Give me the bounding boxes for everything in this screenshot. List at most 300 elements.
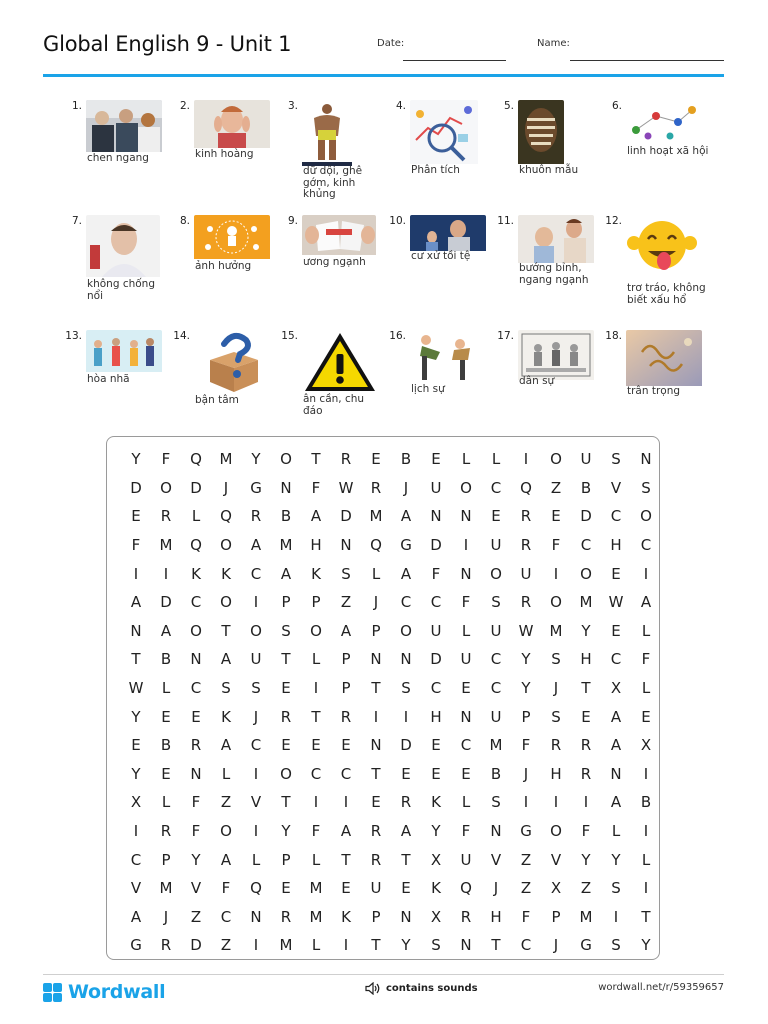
grid-letter[interactable]: C: [490, 478, 502, 497]
grid-letter[interactable]: O: [280, 450, 292, 469]
grid-letter[interactable]: B: [160, 650, 172, 669]
grid-letter[interactable]: E: [161, 764, 171, 783]
grid-letter[interactable]: R: [550, 736, 562, 755]
grid-letter[interactable]: M: [309, 907, 323, 926]
grid-letter[interactable]: E: [641, 707, 651, 726]
grid-letter[interactable]: T: [371, 936, 381, 955]
grid-letter[interactable]: Y: [191, 850, 201, 869]
grid-letter[interactable]: J: [373, 593, 379, 612]
grid-letter[interactable]: L: [311, 850, 321, 869]
grid-letter[interactable]: F: [461, 593, 471, 612]
grid-letter[interactable]: E: [341, 736, 351, 755]
grid-letter[interactable]: I: [643, 822, 649, 841]
grid-letter[interactable]: T: [401, 850, 411, 869]
grid-letter[interactable]: R: [160, 936, 172, 955]
grid-letter[interactable]: J: [553, 679, 559, 698]
grid-letter[interactable]: M: [159, 536, 173, 555]
grid-letter[interactable]: N: [430, 507, 442, 526]
grid-letter[interactable]: O: [220, 822, 232, 841]
grid-letter[interactable]: R: [250, 507, 262, 526]
grid-letter[interactable]: Y: [611, 850, 621, 869]
grid-letter[interactable]: U: [490, 621, 502, 640]
grid-letter[interactable]: L: [371, 564, 381, 583]
grid-letter[interactable]: K: [431, 879, 441, 898]
grid-letter[interactable]: C: [250, 564, 262, 583]
grid-letter[interactable]: E: [371, 450, 381, 469]
grid-letter[interactable]: D: [430, 536, 442, 555]
grid-letter[interactable]: C: [340, 764, 352, 783]
grid-letter[interactable]: F: [581, 822, 591, 841]
grid-letter[interactable]: V: [250, 793, 262, 812]
grid-letter[interactable]: X: [640, 736, 652, 755]
grid-letter[interactable]: O: [550, 450, 562, 469]
grid-letter[interactable]: Q: [370, 536, 382, 555]
grid-letter[interactable]: K: [221, 564, 231, 583]
grid-letter[interactable]: N: [280, 478, 292, 497]
grid-letter[interactable]: P: [371, 907, 381, 926]
grid-letter[interactable]: O: [400, 621, 412, 640]
grid-letter[interactable]: V: [490, 850, 502, 869]
grid-letter[interactable]: E: [131, 507, 141, 526]
grid-letter[interactable]: P: [521, 707, 531, 726]
grid-letter[interactable]: X: [430, 850, 442, 869]
grid-letter[interactable]: C: [580, 536, 592, 555]
grid-letter[interactable]: I: [313, 679, 319, 698]
grid-letter[interactable]: R: [340, 450, 352, 469]
grid-letter[interactable]: K: [221, 707, 231, 726]
grid-letter[interactable]: E: [371, 793, 381, 812]
grid-letter[interactable]: D: [340, 507, 352, 526]
grid-letter[interactable]: Z: [520, 850, 532, 869]
grid-letter[interactable]: C: [190, 593, 202, 612]
grid-letter[interactable]: F: [431, 564, 441, 583]
grid-letter[interactable]: Q: [190, 536, 202, 555]
grid-letter[interactable]: G: [130, 936, 142, 955]
grid-letter[interactable]: T: [371, 679, 381, 698]
grid-letter[interactable]: E: [431, 736, 441, 755]
grid-letter[interactable]: F: [521, 907, 531, 926]
grid-letter[interactable]: J: [403, 478, 409, 497]
grid-letter[interactable]: C: [460, 736, 472, 755]
grid-letter[interactable]: E: [401, 764, 411, 783]
grid-letter[interactable]: L: [611, 822, 621, 841]
grid-letter[interactable]: E: [281, 879, 291, 898]
grid-letter[interactable]: B: [280, 507, 292, 526]
grid-letter[interactable]: L: [641, 850, 651, 869]
grid-letter[interactable]: E: [491, 507, 501, 526]
grid-letter[interactable]: Z: [220, 793, 232, 812]
grid-letter[interactable]: I: [343, 793, 349, 812]
grid-letter[interactable]: A: [340, 621, 352, 640]
grid-letter[interactable]: O: [160, 478, 172, 497]
grid-letter[interactable]: C: [610, 650, 622, 669]
grid-letter[interactable]: J: [253, 707, 259, 726]
grid-letter[interactable]: A: [610, 736, 622, 755]
grid-letter[interactable]: J: [223, 478, 229, 497]
grid-letter[interactable]: A: [610, 793, 622, 812]
grid-letter[interactable]: N: [400, 907, 412, 926]
grid-letter[interactable]: N: [490, 822, 502, 841]
grid-letter[interactable]: S: [611, 879, 621, 898]
grid-letter[interactable]: C: [130, 850, 142, 869]
grid-letter[interactable]: E: [581, 707, 591, 726]
grid-letter[interactable]: X: [430, 907, 442, 926]
grid-letter[interactable]: F: [161, 450, 171, 469]
grid-letter[interactable]: N: [460, 707, 472, 726]
grid-letter[interactable]: S: [431, 936, 441, 955]
grid-letter[interactable]: Q: [190, 450, 202, 469]
grid-letter[interactable]: E: [191, 707, 201, 726]
grid-letter[interactable]: C: [610, 507, 622, 526]
grid-letter[interactable]: A: [280, 564, 292, 583]
grid-letter[interactable]: P: [161, 850, 171, 869]
grid-letter[interactable]: O: [250, 621, 262, 640]
grid-letter[interactable]: L: [161, 793, 171, 812]
grid-letter[interactable]: O: [640, 507, 652, 526]
grid-letter[interactable]: E: [611, 621, 621, 640]
grid-letter[interactable]: C: [640, 536, 652, 555]
grid-letter[interactable]: A: [160, 621, 172, 640]
grid-letter[interactable]: E: [431, 764, 441, 783]
grid-letter[interactable]: S: [641, 478, 651, 497]
grid-letter[interactable]: O: [580, 564, 592, 583]
grid-letter[interactable]: C: [520, 936, 532, 955]
grid-letter[interactable]: O: [550, 822, 562, 841]
grid-letter[interactable]: N: [190, 650, 202, 669]
grid-letter[interactable]: I: [523, 793, 529, 812]
grid-letter[interactable]: I: [643, 564, 649, 583]
grid-letter[interactable]: A: [400, 564, 412, 583]
grid-letter[interactable]: B: [490, 764, 502, 783]
grid-letter[interactable]: P: [551, 907, 561, 926]
grid-letter[interactable]: O: [490, 564, 502, 583]
grid-letter[interactable]: B: [580, 478, 592, 497]
grid-letter[interactable]: I: [313, 793, 319, 812]
grid-letter[interactable]: C: [190, 679, 202, 698]
grid-letter[interactable]: H: [310, 536, 322, 555]
grid-letter[interactable]: U: [580, 450, 592, 469]
grid-letter[interactable]: E: [131, 736, 141, 755]
grid-letter[interactable]: T: [311, 450, 321, 469]
grid-letter[interactable]: F: [641, 650, 651, 669]
grid-letter[interactable]: M: [219, 450, 233, 469]
grid-letter[interactable]: D: [160, 593, 172, 612]
grid-letter[interactable]: S: [551, 650, 561, 669]
grid-letter[interactable]: W: [608, 593, 624, 612]
grid-letter[interactable]: M: [159, 879, 173, 898]
grid-letter[interactable]: E: [551, 507, 561, 526]
grid-letter[interactable]: N: [340, 536, 352, 555]
grid-letter[interactable]: W: [128, 679, 144, 698]
grid-letter[interactable]: V: [190, 879, 202, 898]
grid-letter[interactable]: C: [430, 679, 442, 698]
grid-letter[interactable]: F: [131, 536, 141, 555]
grid-letter[interactable]: X: [550, 879, 562, 898]
grid-letter[interactable]: R: [520, 507, 532, 526]
grid-letter[interactable]: N: [130, 621, 142, 640]
grid-letter[interactable]: A: [310, 507, 322, 526]
grid-letter[interactable]: I: [613, 907, 619, 926]
grid-letter[interactable]: N: [460, 564, 472, 583]
grid-letter[interactable]: T: [311, 707, 321, 726]
grid-letter[interactable]: J: [523, 764, 529, 783]
grid-letter[interactable]: L: [191, 507, 201, 526]
grid-letter[interactable]: G: [400, 536, 412, 555]
grid-letter[interactable]: R: [280, 707, 292, 726]
grid-letter[interactable]: T: [221, 621, 231, 640]
grid-letter[interactable]: C: [310, 764, 322, 783]
grid-letter[interactable]: U: [250, 650, 262, 669]
grid-letter[interactable]: L: [221, 764, 231, 783]
grid-letter[interactable]: I: [163, 564, 169, 583]
grid-letter[interactable]: C: [400, 593, 412, 612]
grid-letter[interactable]: F: [521, 736, 531, 755]
grid-letter[interactable]: V: [550, 850, 562, 869]
grid-letter[interactable]: Z: [340, 593, 352, 612]
grid-letter[interactable]: T: [341, 850, 351, 869]
grid-letter[interactable]: Q: [250, 879, 262, 898]
grid-letter[interactable]: A: [340, 822, 352, 841]
grid-letter[interactable]: S: [281, 621, 291, 640]
grid-letter[interactable]: C: [430, 593, 442, 612]
grid-letter[interactable]: S: [341, 564, 351, 583]
grid-letter[interactable]: I: [373, 707, 379, 726]
grid-letter[interactable]: T: [281, 650, 291, 669]
grid-letter[interactable]: H: [580, 650, 592, 669]
grid-letter[interactable]: T: [371, 764, 381, 783]
grid-letter[interactable]: T: [131, 650, 141, 669]
grid-letter[interactable]: A: [220, 650, 232, 669]
grid-letter[interactable]: E: [461, 764, 471, 783]
grid-letter[interactable]: Y: [521, 650, 531, 669]
grid-letter[interactable]: E: [461, 679, 471, 698]
grid-letter[interactable]: E: [161, 707, 171, 726]
grid-letter[interactable]: P: [341, 679, 351, 698]
grid-letter[interactable]: L: [461, 621, 471, 640]
grid-letter[interactable]: B: [640, 793, 652, 812]
grid-letter[interactable]: S: [491, 793, 501, 812]
grid-letter[interactable]: D: [430, 650, 442, 669]
grid-letter[interactable]: J: [553, 936, 559, 955]
grid-letter[interactable]: Q: [460, 879, 472, 898]
grid-letter[interactable]: X: [610, 679, 622, 698]
grid-letter[interactable]: V: [130, 879, 142, 898]
grid-letter[interactable]: I: [403, 707, 409, 726]
grid-letter[interactable]: I: [253, 822, 259, 841]
grid-letter[interactable]: X: [130, 793, 142, 812]
grid-letter[interactable]: K: [311, 564, 321, 583]
grid-letter[interactable]: V: [610, 478, 622, 497]
grid-letter[interactable]: I: [553, 564, 559, 583]
grid-letter[interactable]: P: [281, 593, 291, 612]
grid-letter[interactable]: I: [133, 822, 139, 841]
grid-letter[interactable]: A: [640, 593, 652, 612]
grid-letter[interactable]: R: [340, 707, 352, 726]
grid-letter[interactable]: K: [431, 793, 441, 812]
grid-letter[interactable]: R: [190, 736, 202, 755]
grid-letter[interactable]: R: [160, 507, 172, 526]
grid-letter[interactable]: J: [163, 907, 169, 926]
grid-letter[interactable]: L: [311, 650, 321, 669]
grid-letter[interactable]: T: [281, 793, 291, 812]
grid-letter[interactable]: N: [250, 907, 262, 926]
grid-letter[interactable]: H: [550, 764, 562, 783]
grid-letter[interactable]: L: [251, 850, 261, 869]
grid-letter[interactable]: N: [610, 764, 622, 783]
grid-letter[interactable]: S: [611, 936, 621, 955]
grid-letter[interactable]: D: [190, 478, 202, 497]
grid-letter[interactable]: W: [338, 478, 354, 497]
grid-letter[interactable]: F: [311, 822, 321, 841]
grid-letter[interactable]: R: [460, 907, 472, 926]
grid-letter[interactable]: N: [460, 936, 472, 955]
grid-letter[interactable]: L: [641, 621, 651, 640]
grid-letter[interactable]: I: [253, 593, 259, 612]
grid-letter[interactable]: M: [579, 593, 593, 612]
grid-letter[interactable]: N: [640, 450, 652, 469]
grid-letter[interactable]: Y: [521, 679, 531, 698]
grid-letter[interactable]: C: [220, 907, 232, 926]
grid-letter[interactable]: U: [460, 650, 472, 669]
grid-letter[interactable]: O: [190, 621, 202, 640]
grid-letter[interactable]: G: [250, 478, 262, 497]
grid-letter[interactable]: E: [611, 564, 621, 583]
grid-letter[interactable]: D: [130, 478, 142, 497]
grid-letter[interactable]: T: [491, 936, 501, 955]
grid-letter[interactable]: U: [520, 564, 532, 583]
grid-letter[interactable]: Q: [520, 478, 532, 497]
grid-letter[interactable]: M: [369, 507, 383, 526]
grid-letter[interactable]: O: [460, 478, 472, 497]
grid-letter[interactable]: Y: [131, 707, 141, 726]
grid-letter[interactable]: O: [220, 593, 232, 612]
grid-letter[interactable]: A: [220, 850, 232, 869]
grid-letter[interactable]: S: [611, 450, 621, 469]
grid-letter[interactable]: T: [581, 679, 591, 698]
grid-letter[interactable]: A: [400, 507, 412, 526]
grid-letter[interactable]: A: [400, 822, 412, 841]
grid-letter[interactable]: O: [280, 764, 292, 783]
grid-letter[interactable]: L: [461, 450, 471, 469]
grid-letter[interactable]: R: [370, 850, 382, 869]
grid-letter[interactable]: T: [641, 907, 651, 926]
grid-letter[interactable]: I: [643, 764, 649, 783]
grid-letter[interactable]: H: [490, 907, 502, 926]
grid-letter[interactable]: C: [250, 736, 262, 755]
grid-letter[interactable]: D: [190, 936, 202, 955]
grid-letter[interactable]: G: [520, 822, 532, 841]
grid-letter[interactable]: I: [253, 936, 259, 955]
grid-letter[interactable]: Y: [581, 850, 591, 869]
grid-letter[interactable]: F: [191, 822, 201, 841]
grid-letter[interactable]: E: [281, 679, 291, 698]
grid-letter[interactable]: P: [281, 850, 291, 869]
grid-letter[interactable]: R: [520, 593, 532, 612]
grid-letter[interactable]: Y: [131, 450, 141, 469]
grid-letter[interactable]: I: [523, 450, 529, 469]
grid-letter[interactable]: H: [430, 707, 442, 726]
grid-letter[interactable]: R: [400, 793, 412, 812]
grid-letter[interactable]: Y: [581, 621, 591, 640]
grid-letter[interactable]: Z: [220, 936, 232, 955]
grid-letter[interactable]: M: [579, 907, 593, 926]
grid-letter[interactable]: K: [191, 564, 201, 583]
grid-letter[interactable]: H: [610, 536, 622, 555]
grid-letter[interactable]: I: [643, 879, 649, 898]
grid-letter[interactable]: C: [490, 679, 502, 698]
grid-letter[interactable]: K: [341, 907, 351, 926]
grid-letter[interactable]: F: [191, 793, 201, 812]
grid-letter[interactable]: N: [190, 764, 202, 783]
grid-letter[interactable]: Z: [580, 879, 592, 898]
grid-letter[interactable]: M: [549, 621, 563, 640]
grid-letter[interactable]: E: [401, 879, 411, 898]
grid-letter[interactable]: Z: [520, 879, 532, 898]
grid-letter[interactable]: M: [309, 879, 323, 898]
grid-letter[interactable]: O: [220, 536, 232, 555]
grid-letter[interactable]: D: [400, 736, 412, 755]
grid-letter[interactable]: B: [400, 450, 412, 469]
grid-letter[interactable]: A: [250, 536, 262, 555]
grid-letter[interactable]: S: [221, 679, 231, 698]
grid-letter[interactable]: R: [520, 536, 532, 555]
grid-letter[interactable]: F: [551, 536, 561, 555]
grid-letter[interactable]: W: [518, 621, 534, 640]
grid-letter[interactable]: A: [130, 907, 142, 926]
grid-letter[interactable]: Z: [190, 907, 202, 926]
grid-letter[interactable]: R: [370, 822, 382, 841]
grid-letter[interactable]: R: [370, 478, 382, 497]
grid-letter[interactable]: I: [463, 536, 469, 555]
grid-letter[interactable]: I: [253, 764, 259, 783]
grid-letter[interactable]: N: [370, 650, 382, 669]
grid-letter[interactable]: P: [341, 650, 351, 669]
grid-letter[interactable]: I: [343, 936, 349, 955]
grid-letter[interactable]: F: [311, 478, 321, 497]
grid-letter[interactable]: E: [341, 879, 351, 898]
grid-letter[interactable]: Y: [251, 450, 261, 469]
grid-letter[interactable]: U: [490, 707, 502, 726]
grid-letter[interactable]: B: [160, 736, 172, 755]
grid-letter[interactable]: P: [371, 621, 381, 640]
grid-letter[interactable]: Y: [431, 822, 441, 841]
grid-letter[interactable]: S: [401, 679, 411, 698]
grid-letter[interactable]: C: [490, 650, 502, 669]
grid-letter[interactable]: Y: [281, 822, 291, 841]
grid-letter[interactable]: A: [130, 593, 142, 612]
grid-letter[interactable]: J: [493, 879, 499, 898]
grid-letter[interactable]: U: [490, 536, 502, 555]
grid-letter[interactable]: G: [580, 936, 592, 955]
grid-letter[interactable]: Y: [641, 936, 651, 955]
grid-letter[interactable]: Z: [550, 478, 562, 497]
grid-letter[interactable]: R: [280, 907, 292, 926]
grid-letter[interactable]: R: [580, 764, 592, 783]
grid-letter[interactable]: N: [400, 650, 412, 669]
grid-letter[interactable]: L: [491, 450, 501, 469]
grid-letter[interactable]: L: [461, 793, 471, 812]
grid-letter[interactable]: I: [583, 793, 589, 812]
grid-letter[interactable]: S: [491, 593, 501, 612]
grid-letter[interactable]: M: [489, 736, 503, 755]
grid-letter[interactable]: E: [431, 450, 441, 469]
grid-letter[interactable]: U: [430, 621, 442, 640]
grid-letter[interactable]: R: [160, 822, 172, 841]
grid-letter[interactable]: I: [133, 564, 139, 583]
grid-letter[interactable]: A: [610, 707, 622, 726]
grid-letter[interactable]: U: [370, 879, 382, 898]
grid-letter[interactable]: R: [580, 736, 592, 755]
